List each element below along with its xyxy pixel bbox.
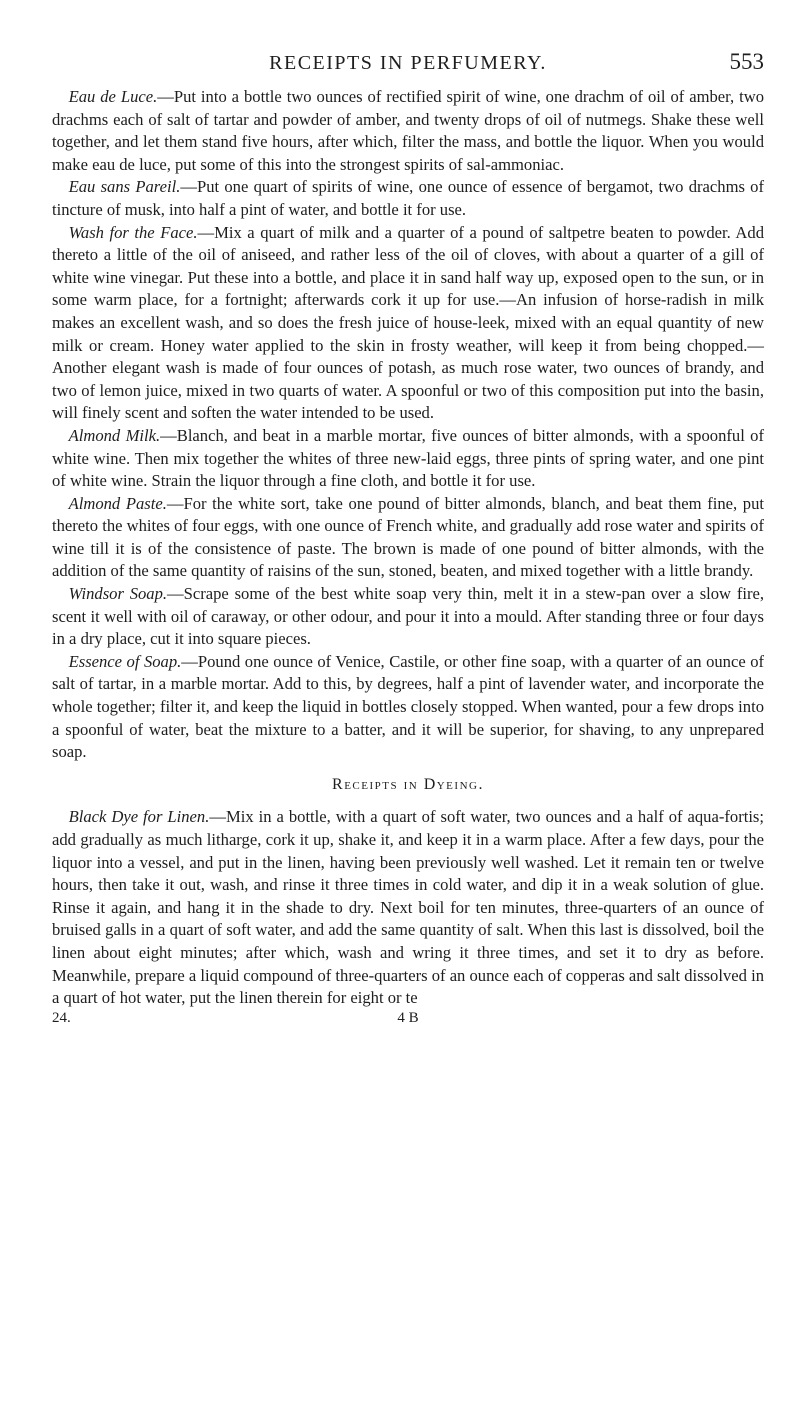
recipe-essence-of-soap — [52, 651, 764, 764]
recipe-eau-de-luce — [52, 86, 764, 176]
page-footer — [52, 1010, 764, 1036]
recipe-black-dye-for-linen — [52, 806, 764, 1009]
signature-mark: 24. — [52, 1009, 71, 1026]
recipe-text: —For the white sort, take one pound of bitter almonds, blanch, and beat them fine, put thereto the whites of four eggs, with one ounce of French white, and gradually add rose water and spirits of wine till it is of the consistence of paste. The brown is made of one pound of bitter almonds, with the addition of the same quantity of raisins of the sun, stoned, beaten, and mixed together with a little brandy. — [52, 493, 764, 581]
recipe-text: —Mix in a bottle, with a quart of soft water, two ounces and a half of aqua-fortis; add gradually as much litharge, cork it up, shake it, and keep it in a warm place. After a few days, pour the liquor into a vessel, and put in the linen, having been previously well washed. Let it remain ten or twelve hours, then take it out, wash, and rinse it three times in cold water, and dip it in a weak solution of glue. Rinse it again, and hang it in the shade to dry. Next boil for ten minutes, three-quarters of an ounce of bruised galls in a quart of soft water, and add the same quantity of salt. When this last is dissolved, boil the linen about eight minutes; after which, wash and wring it three times, and set it to dry as before. Meanwhile, prepare a liquid compound of three-quarters of an ounce each of copperas and salt dissolved in a quart of hot water, put the linen therein for eight or te — [52, 807, 765, 1008]
recipe-title: Eau de Luce. — [68, 87, 158, 106]
page-header — [52, 0, 764, 86]
recipe-title: Wash for the Face. — [68, 222, 198, 242]
book-page — [52, 0, 764, 1411]
recipe-title: Almond Milk. — [68, 425, 161, 445]
recipe-text: —Put into a bottle two ounces of rectified spirit of wine, one drachm of oil of amber, two drachms each of salt of tartar and powder of amber, and twenty drops of oil of nutmegs. Shake these well together, and let them stand five hours, after which, filter the mass, and bottle the liquor. When you would make eau de luce, put some of this into the strongest spirits of sal-ammoniac. — [52, 87, 764, 174]
page-body — [52, 86, 764, 1010]
recipe-windsor-soap — [52, 583, 764, 651]
section-heading-dyeing: Receipts in Dyeing. — [332, 775, 484, 793]
recipe-wash-for-the-face — [52, 222, 764, 425]
recipe-title: Eau sans Pareil. — [68, 177, 181, 197]
recipe-almond-milk — [52, 425, 764, 493]
running-head: RECEIPTS IN PERFUMERY. — [269, 52, 547, 74]
gathering-mark: 4 B — [397, 1009, 419, 1026]
recipe-text: —Scrape some of the best white soap very thin, melt it in a stew-pan over a slow fire, scent it well with oil of caraway, or other odour, and pour it into a mould. After standing three or four days in a dry place, cut it into square pieces. — [52, 584, 764, 649]
recipe-title: Windsor Soap. — [68, 584, 168, 604]
recipe-text: —Blanch, and beat in a marble mortar, five ounces of bitter almonds, with a spoonful of white wine. Then mix together the whites of three new-laid eggs, three pints of spring water, and one pint of white wine. Strain the liquor through a fine cloth, and bottle it for use. — [52, 425, 764, 491]
page-number: 553 — [729, 49, 764, 74]
recipe-text: —Pound one ounce of Venice, Castile, or other fine soap, with a quarter of an ounce of salt of tartar, in a marble mortar. Add to this, by degrees, half a pint of lavender water, and incorporate the whole together; filter it, and keep the liquid in bottles closely stopped. When wanted, pour a few drops into a spoonful of water, beat the mixture to a batter, and it will be superior, for shaving, to any unprepared soap. — [52, 651, 765, 762]
recipe-text: —Put one quart of spirits of wine, one ounce of essence of bergamot, two drachms of tincture of musk, into half a pint of water, and bottle it for use. — [52, 177, 765, 219]
recipe-eau-sans-pareil — [52, 176, 764, 221]
recipe-almond-paste — [52, 493, 764, 583]
recipe-title: Almond Paste. — [68, 493, 167, 513]
recipe-text: —Mix a quart of milk and a quarter of a pound of saltpetre beaten to powder. Add thereto a little of the oil of aniseed, and rather less of the oil of cloves, with about a quarter of a gill of white wine vinegar. Put these into a bottle, and place it in sand half way up, exposed open to the sun, or in some warm place, for a fortnight; afterwards cork it up for use.—An infusion of horse-radish in milk makes an excellent wash, and so does the fresh juice of house-leek, mixed with an equal quantity of new milk or cream. Honey water applied to the skin in frosty weather, will keep it from being chopped.—Another elegant wash is made of four ounces of potash, as much rose water, two ounces of brandy, and two of lemon juice, mixed in two quarts of water. A spoonful or two of this composition put into the basin, will finely scent and soften the water intended to be used. — [52, 222, 764, 423]
recipe-title: Black Dye for Linen. — [68, 807, 210, 827]
recipe-title: Essence of Soap. — [68, 651, 182, 671]
